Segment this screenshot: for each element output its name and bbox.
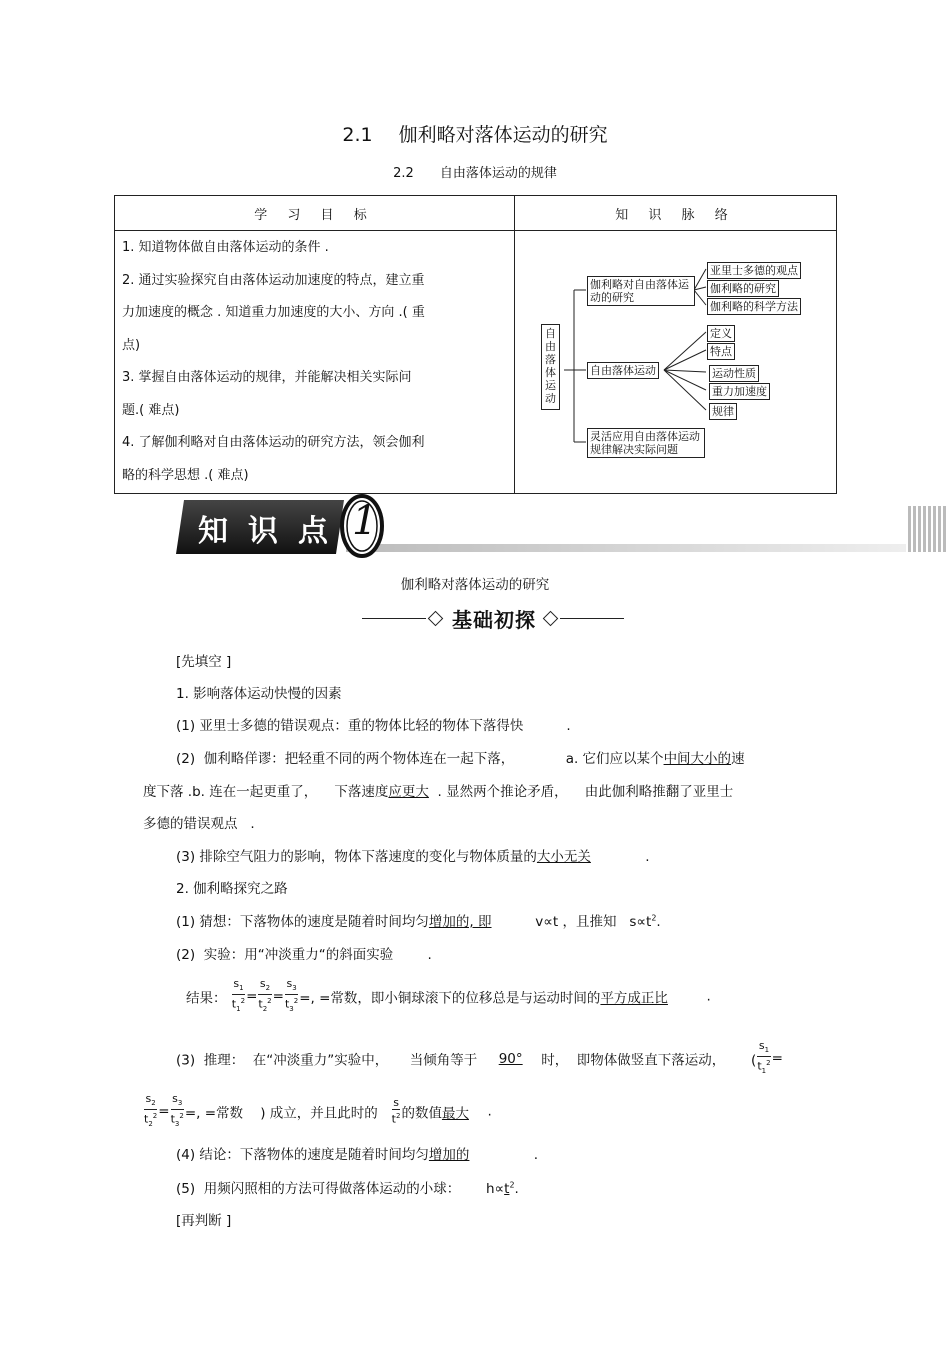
fraction-s2-t2 — [258, 978, 271, 1015]
mindmap-item-features: 特点 — [707, 343, 735, 360]
sup: 2 — [152, 1112, 158, 1121]
goal-line: 点) — [122, 337, 141, 353]
sub: 2 — [148, 1120, 153, 1129]
den: t — [258, 997, 263, 1011]
equals: = — [771, 1050, 783, 1067]
rule-right — [560, 618, 624, 619]
text: (3) 排除空气阻力的影响，物体下落速度的变化与物体质量的 — [176, 849, 537, 865]
mindmap-item-laws: 规律 — [709, 403, 737, 420]
fraction-s3-t3 — [285, 978, 298, 1015]
knowledge-point-banner — [176, 492, 950, 564]
line-14 — [176, 1177, 519, 1197]
text: . — [656, 914, 661, 930]
diamond-left-icon — [428, 611, 444, 627]
text: . — [523, 718, 571, 734]
answer: 平方成正比 — [600, 990, 668, 1007]
text: (4) 结论：下落物体的速度是随着时间均匀 — [176, 1147, 429, 1163]
mindmap-item-gravity-accel: 重力加速度 — [709, 383, 770, 400]
superscript: 2 — [651, 913, 657, 923]
mindmap-root: 自由落体运动 — [541, 324, 560, 410]
text: (5) 用频闪照相的方法可得做落体运动的小球： h∝ — [176, 1181, 505, 1197]
page-title — [0, 120, 950, 147]
equals: = — [272, 988, 284, 1005]
text: v∝t ，且推知 s∝t — [509, 914, 652, 930]
den: t — [144, 1112, 149, 1126]
knowledge-map-cell — [515, 231, 837, 494]
fraction-s3-t3 — [171, 1093, 184, 1130]
sub: 2 — [265, 984, 271, 993]
text: (2) 伽利略佯谬：把轻重不同的两个物体连在一起下落， a. 它们应以某个 — [176, 751, 664, 767]
den: t — [757, 1059, 762, 1073]
sub-heading-bar — [362, 604, 624, 634]
text: . — [610, 849, 650, 865]
sup: 2 — [179, 1112, 184, 1121]
sub: 1 — [236, 1005, 241, 1014]
num: s — [172, 1092, 178, 1105]
line-13 — [176, 1143, 538, 1163]
line-3 — [176, 747, 745, 767]
answer: 增加的, 即 — [428, 914, 492, 930]
rule-left — [362, 618, 426, 619]
goal-line: 4. 了解伽利略对自由落体运动的研究方法，领会伽利 — [122, 435, 425, 450]
text: =, =常数，即小铜球滚下的位移总是与运动时间的 — [299, 990, 601, 1007]
line-4 — [143, 780, 733, 800]
text: . — [478, 1103, 492, 1120]
answer: 中间大小的 — [663, 751, 732, 767]
sup: 2 — [395, 1112, 401, 1121]
answer: 增加的 — [428, 1147, 470, 1163]
sup: 2 — [240, 997, 246, 1006]
den: t — [170, 1112, 175, 1126]
goal-line: 3. 掌握自由落体运动的规律，并能解决相关实际问 — [122, 370, 412, 385]
sup: 2 — [267, 997, 272, 1006]
mindmap-branch-galileo-research — [587, 276, 695, 306]
banner-graphic — [176, 492, 950, 564]
fraction-s1-t1 — [757, 1040, 770, 1077]
line-7: 2. 伽利略探究之路 — [176, 881, 288, 897]
page-subtitle — [0, 162, 950, 181]
text: 的数值 — [401, 1105, 442, 1122]
num: s — [758, 1039, 765, 1052]
den: t — [391, 1112, 396, 1126]
line-12 — [143, 1093, 492, 1130]
text: =, =常数 ) 成立，并且此时的 — [184, 1105, 391, 1122]
text: (1) 猜想：下落物体的速度是随着时间均匀 — [176, 914, 429, 930]
num: s — [286, 977, 293, 990]
mindmap-item-definition: 定义 — [707, 325, 735, 342]
answer: 应更大 — [388, 784, 429, 800]
line-2 — [176, 714, 571, 734]
goal-line: 题.( 难点) — [122, 402, 180, 418]
diamond-right-icon — [543, 611, 559, 627]
judge-label: [再判断 ] — [176, 1213, 232, 1229]
subtitle-number: 2.2 — [393, 166, 414, 181]
sub: 2 — [262, 1005, 268, 1014]
banner-char: 知 — [198, 514, 228, 549]
mindmap-item-motion-nature: 运动性质 — [709, 365, 759, 382]
goal-line: 力加速度的概念 . 知道重力加速度的大小、方向 .( 重 — [122, 305, 425, 320]
line-11 — [176, 1040, 783, 1077]
subheading-text: 基础初探 — [452, 608, 536, 632]
goal-line: 2. 通过实验探究自由落体运动加速度的特点，建立重 — [122, 272, 425, 288]
line-1: 1. 影响落体运动快慢的因素 — [176, 686, 342, 702]
answer: 大小无关 — [536, 849, 591, 865]
answer: 重的物体比轻的物体下落得快 — [347, 718, 524, 734]
objectives-table — [114, 195, 837, 494]
superscript: 2 — [509, 1180, 515, 1190]
answer: t — [504, 1181, 510, 1197]
goals-cell — [115, 231, 515, 494]
sub: 3 — [289, 1005, 294, 1014]
subtitle-text: 自由落体运动的规律 — [439, 166, 557, 181]
goal-line: 1. 知道物体做自由落体运动的条件 . — [122, 240, 329, 255]
fraction-s2-t2 — [144, 1093, 157, 1130]
text: (1) 亚里士多德的错误观点： — [176, 718, 348, 734]
text: 速 — [731, 751, 745, 767]
line-9: (2) 实验：用“冲淡重力“的斜面实验 . — [176, 947, 432, 963]
goal-line: 略的科学思想 .( 难点) — [122, 467, 249, 483]
branch-label: 伽利略对自由落体运动的研究 — [590, 278, 689, 304]
sub: 2 — [151, 1099, 156, 1108]
mindmap-branch-application — [587, 428, 705, 458]
goals-list — [116, 232, 513, 492]
mindmap-item-galileo-method: 伽利略的科学方法 — [707, 298, 801, 315]
text: 时， 即物体做竖直下落运动， ( — [532, 1052, 757, 1069]
fraction-s-t — [392, 1097, 401, 1126]
fraction-s1-t1 — [232, 978, 245, 1015]
line-5: 多德的错误观点 . — [143, 816, 255, 832]
den: t — [231, 997, 237, 1011]
text: (3) 推理： 在“冲淡重力”实验中， 当倾角等于 — [176, 1052, 499, 1069]
sub: 1 — [239, 984, 244, 993]
title-number: 2.1 — [342, 124, 373, 146]
num: s — [233, 977, 240, 990]
text: . — [499, 1147, 539, 1163]
line-8 — [176, 910, 661, 930]
title-text: 伽利略对落体运动的研究 — [398, 124, 608, 146]
mindmap-item-galileo-study: 伽利略的研究 — [707, 280, 779, 297]
equals: = — [158, 1103, 170, 1120]
col-header-knowledge: 知 识 脉 络 — [515, 196, 837, 231]
num: s — [145, 1092, 152, 1105]
line-10 — [186, 978, 711, 1015]
answer: 最大 — [441, 1105, 469, 1122]
mindmap-branch-free-fall: 自由落体运动 — [587, 362, 659, 379]
answer: 90° — [498, 1050, 523, 1067]
num: s — [259, 977, 266, 990]
mindmap-item-aristotle: 亚里士多德的观点 — [707, 262, 801, 279]
section-heading: 伽利略对落体运动的研究 — [400, 577, 550, 593]
sub: 3 — [177, 1099, 183, 1108]
col-header-goals: 学 习 目 标 — [115, 196, 515, 231]
text: . — [514, 1181, 519, 1197]
fill-label: [先填空 ] — [176, 654, 232, 670]
num: s — [393, 1096, 399, 1110]
branch-label: 灵活应用自由落体运动规律解决实际问题 — [590, 430, 700, 456]
banner-char: 识 — [248, 514, 278, 549]
sup: 2 — [766, 1059, 771, 1068]
equals: = — [246, 988, 258, 1005]
sup: 2 — [293, 997, 299, 1006]
text: 结果： — [186, 990, 227, 1007]
text: . 显然两个推论矛盾， 由此伽利略推翻了亚里士 — [428, 784, 734, 800]
text: 度下落 .b. 连在一起更重了， 下落速度 — [143, 784, 389, 800]
sub: 1 — [761, 1067, 767, 1076]
line-6 — [176, 845, 650, 865]
text: . — [667, 988, 711, 1005]
knowledge-mindmap — [516, 232, 836, 492]
sub: 3 — [292, 984, 297, 993]
den: t — [284, 997, 290, 1011]
sub: 3 — [174, 1120, 180, 1129]
banner-char: 点 — [298, 514, 328, 549]
sub: 1 — [764, 1046, 770, 1055]
banner-number: 1 — [352, 498, 378, 544]
